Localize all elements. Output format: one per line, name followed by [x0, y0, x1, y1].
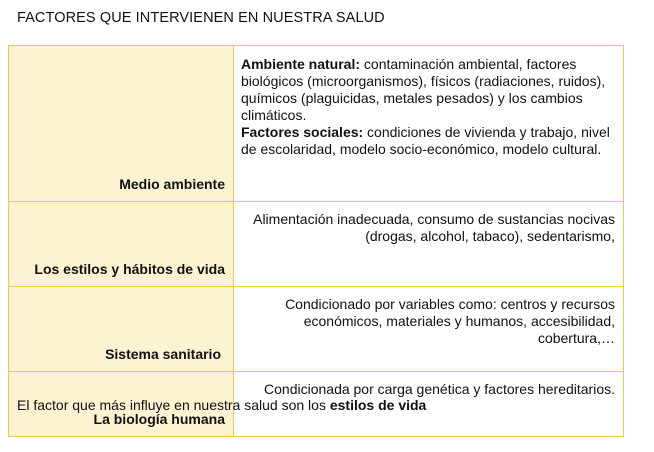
factor-description: Condicionado por variables como: centros y recursos económicos, materiales y humanos, accesibilidad, cobertura,…	[234, 287, 624, 372]
factor-name: Medio ambiente	[9, 46, 234, 202]
description-paragraph	[241, 124, 617, 158]
factor-name: La biología humana	[9, 372, 234, 437]
table-row	[9, 46, 624, 202]
footer-text: El factor que más influye en nuestra salud son los	[17, 397, 330, 413]
description-paragraph	[241, 56, 617, 124]
table-row	[9, 287, 624, 372]
footer-note	[17, 397, 426, 413]
description-text: contaminación ambiental, factores biológicos (microorganismos), físicos (radiaciones, ruidos), químicos (plaguicidas, metales pesados) y los cambios climáticos.	[241, 56, 606, 123]
factor-name: Sistema sanitario	[9, 287, 234, 372]
description-text: condiciones de vivienda y trabajo, nivel de escolaridad, modelo socio-económico, modelo cultural.	[241, 124, 610, 157]
factor-name: Los estilos y hábitos de vida	[9, 202, 234, 287]
footer-emphasis: estilos de vida	[329, 397, 427, 413]
table-row	[9, 202, 624, 287]
factors-table	[8, 45, 624, 437]
page-title: FACTORES QUE INTERVIENEN EN NUESTRA SALUD	[17, 10, 385, 26]
factor-description	[234, 46, 624, 202]
description-term: Factores sociales:	[241, 124, 364, 140]
factor-description: Condicionada por carga genética y factores hereditarios.	[234, 372, 624, 437]
factor-description: Alimentación inadecuada, consumo de sustancias nocivas (drogas, alcohol, tabaco), sedentarismo,	[234, 202, 624, 287]
description-term: Ambiente natural:	[241, 56, 361, 72]
